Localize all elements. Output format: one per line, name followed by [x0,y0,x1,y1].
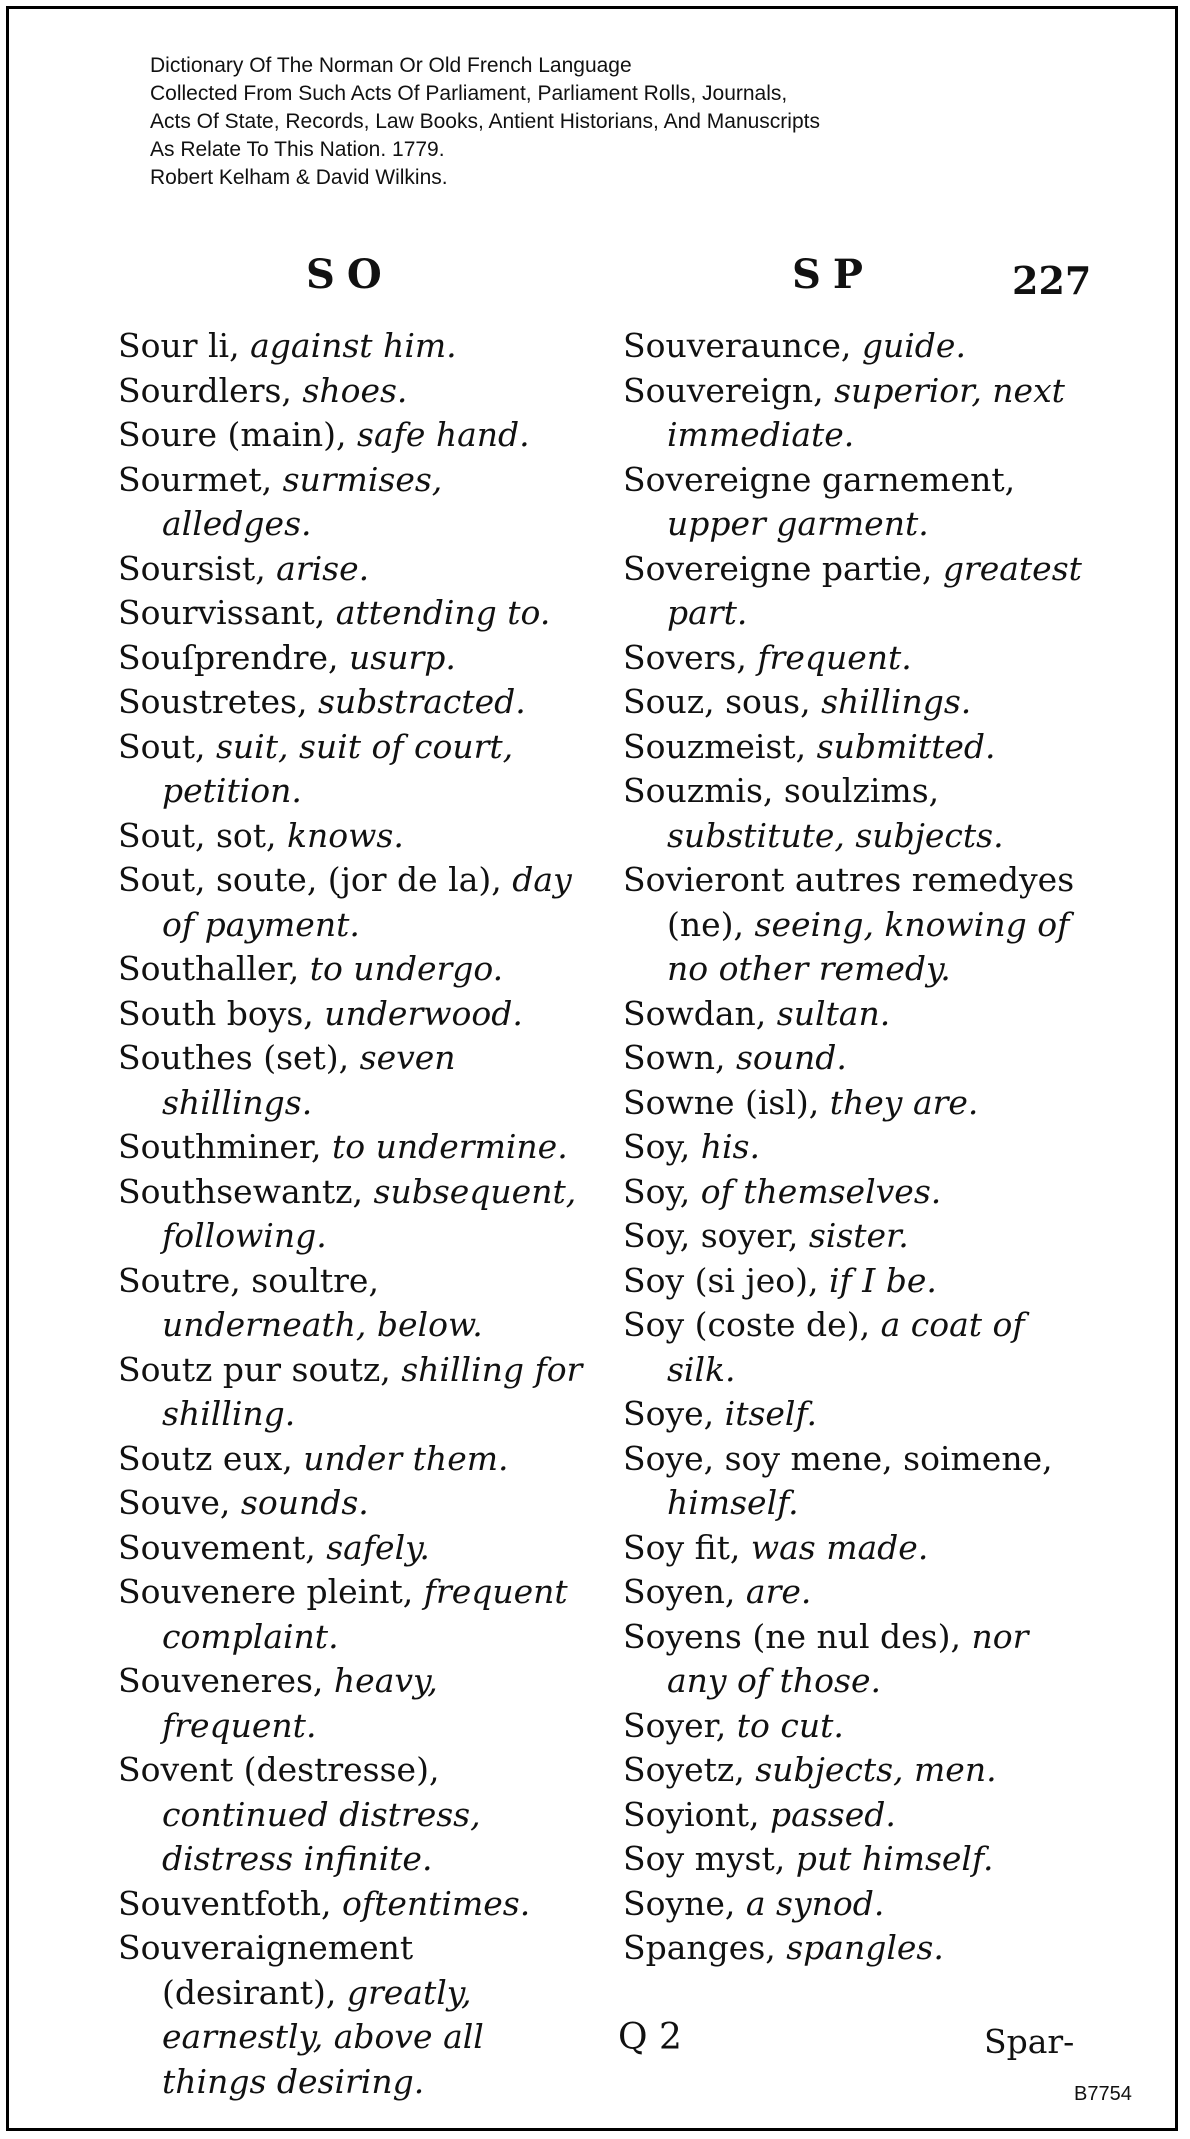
entry-definition: a synod. [745,1883,885,1923]
dictionary-entry [118,725,583,814]
header-date-line: As Relate To This Nation. 1779. [150,138,445,161]
entry-headword: Sourdlers, [118,370,303,410]
entry-definition: substracted. [317,682,526,721]
reference-code: B7754 [1074,2083,1132,2105]
dictionary-entry [118,992,583,1037]
entry-definition: shillings. [821,682,972,721]
dictionary-entry [118,1437,583,1482]
dictionary-entry [118,814,583,859]
dictionary-entry [623,1704,1088,1749]
entry-headword: Soyne, [623,1883,746,1923]
dictionary-entry [623,1570,1088,1615]
entry-headword: Soustretes, [118,682,318,721]
dictionary-entry [118,1748,583,1882]
entry-headword: Southes (set), [118,1038,360,1077]
entry-definition: knows. [287,815,404,855]
entry-headword: Souſprendre, [118,637,350,677]
dictionary-entry [623,1081,1088,1126]
entry-headword: Souzmis, soulzims, [623,771,940,810]
entry-definition: frequent. [757,637,912,677]
entry-definition: seeing, knowing of no other remedy. [667,904,1070,988]
entry-definition: passed. [770,1794,896,1834]
entry-headword: Souve, [118,1483,241,1522]
entry-definition: to undergo. [309,949,504,988]
dictionary-entry [118,413,583,458]
dictionary-entry [623,1214,1088,1259]
dictionary-entry [623,1526,1088,1571]
entry-definition: sultan. [776,993,891,1033]
entry-definition: submitted. [816,726,996,766]
entry-definition: a coat of silk. [667,1305,1025,1389]
entry-headword: Sovers, [623,637,758,677]
dictionary-entry [118,1659,583,1748]
header-title-line: Dictionary Of The Norman Or Old French Language [150,54,632,77]
entry-definition: heavy, frequent. [162,1661,438,1745]
entry-definition: against him. [250,326,457,365]
entry-definition: himself. [667,1483,799,1522]
entry-headword: Souventfoth, [118,1883,342,1923]
entry-headword: Soutre, soultre, [118,1260,379,1300]
running-head-right: SP [792,251,875,298]
entry-definition: sound. [735,1038,847,1077]
entry-definition: suit, suit of court, petition. [162,726,514,810]
entry-definition: are. [745,1572,812,1611]
header-authors-line: Robert Kelham & David Wilkins. [150,166,448,189]
header-source-line: Collected From Such Acts Of Parliament, Parliament Rolls, Journals, [150,82,788,105]
dictionary-entry [623,1882,1088,1927]
dictionary-entry [118,1259,583,1348]
dictionary-entry [623,324,1088,369]
dictionary-entry [118,636,583,681]
entry-headword: Sourmet, [118,459,283,499]
dictionary-entry [623,769,1088,858]
entry-headword: Soye, soy mene, soimene, [623,1438,1053,1478]
dictionary-entry [623,1392,1088,1437]
entry-headword: Sovieront autres remedyes (ne), [623,860,1075,944]
entry-headword: Soyetz, [623,1750,756,1789]
entry-definition: shilling for shilling. [162,1349,583,1433]
entry-headword: Soye, [623,1394,725,1433]
entry-definition: guide. [861,326,966,365]
dictionary-entry [623,1837,1088,1882]
entry-headword: Soursist, [118,548,277,588]
entry-headword: Sourvissant, [118,593,336,632]
entry-definition: to cut. [736,1705,844,1745]
dictionary-entry [118,858,583,947]
entry-definition: itself. [724,1394,818,1433]
dictionary-entry [623,858,1088,992]
dictionary-entry [118,1348,583,1437]
dictionary-entry [118,947,583,992]
entry-definition: superior, next immediate. [667,370,1065,454]
running-head-left: SO [306,251,394,298]
header-source-line: Acts Of State, Records, Law Books, Antient Historians, And Manuscripts [150,110,820,133]
left-column [118,324,583,2104]
entry-definition: surmises, alledges. [162,459,443,543]
entry-definition: put himself. [795,1839,994,1878]
entry-headword: Sout, [118,726,216,766]
entry-headword: Soy (coste de), [623,1305,881,1344]
entry-definition: continued distress, distress infinite. [162,1794,481,1878]
dictionary-entry [623,1748,1088,1793]
entry-definition: attending to. [335,593,551,632]
dictionary-entry [118,369,583,414]
dictionary-entry [623,1259,1088,1304]
entry-headword: Sowne (isl), [623,1082,830,1122]
entry-headword: Southsewantz, [118,1171,374,1211]
entry-headword: Soy, soyer, [623,1216,809,1255]
entry-definition: safely. [326,1527,430,1567]
dictionary-entry [118,591,583,636]
dictionary-entry [623,636,1088,681]
entry-headword: South boys, [118,993,325,1033]
entry-headword: Souzmeist, [623,726,817,766]
entry-headword: Soyer, [623,1705,737,1745]
signature-mark: Q 2 [618,2017,682,2058]
dictionary-entry [623,458,1088,547]
entry-definition: greatest part. [667,548,1082,632]
source-header [150,52,1030,192]
entry-headword: Souveraunce, [623,326,862,365]
entry-headword: Sout, sot, [118,815,288,855]
entry-headword: Sowdan, [623,993,777,1033]
entry-headword: Soy myst, [623,1839,796,1878]
dictionary-entry [118,458,583,547]
dictionary-entry [623,1437,1088,1526]
dictionary-entry [623,1926,1088,1971]
entry-headword: Souveneres, [118,1661,334,1700]
dictionary-entry [623,1125,1088,1170]
entry-definition: to undermine. [332,1127,568,1166]
dictionary-entry [623,680,1088,725]
entry-definition: if I be. [828,1260,937,1300]
entry-headword: Sown, [623,1038,736,1077]
entry-definition: sister. [808,1216,909,1255]
dictionary-entry [623,725,1088,770]
entry-headword: Sour li, [118,326,251,365]
catchword: Spar- [984,2022,1075,2061]
dictionary-entry [118,1125,583,1170]
entry-definition: shoes. [302,370,408,410]
entry-headword: Sovent (destresse), [118,1750,440,1789]
dictionary-entry [118,324,583,369]
entry-definition: underwood. [324,993,523,1033]
entry-definition: under them. [303,1438,509,1478]
dictionary-entry [118,1926,583,2104]
dictionary-entry [623,1615,1088,1704]
entry-definition: nor any of those. [667,1616,1029,1700]
entry-headword: Sout, soute, (jor de la), [118,860,513,899]
dictionary-entry [118,1570,583,1659]
entry-definition: was made. [750,1527,929,1567]
entry-definition: frequent complaint. [162,1572,568,1656]
page-number: 227 [1012,258,1092,303]
entry-definition: his. [700,1127,760,1166]
entry-definition: sounds. [240,1483,369,1522]
entry-headword: Souveraignement (desirant), [118,1928,414,2012]
entry-headword: Soy fit, [623,1527,751,1567]
entry-definition: subjects, men. [755,1750,997,1789]
dictionary-entry [623,1036,1088,1081]
entry-definition: day of payment. [162,860,572,944]
dictionary-entry [118,547,583,592]
entry-definition: arise. [276,548,370,588]
entry-headword: Soutz pur soutz, [118,1349,402,1389]
entry-headword: Southminer, [118,1127,333,1166]
entry-definition: usurp. [349,637,456,677]
entry-definition: they are. [829,1082,979,1122]
entry-headword: Soy, [623,1127,701,1166]
entry-headword: Soyens (ne nul des), [623,1616,972,1656]
dictionary-entry [623,547,1088,636]
entry-definition: substitute, subjects. [667,815,1004,855]
entry-definition: of themselves. [700,1171,942,1211]
dictionary-entry [623,1170,1088,1215]
entry-definition: spangles. [786,1928,944,1967]
entry-headword: Sovereigne partie, [623,548,943,588]
entry-headword: Soutz eux, [118,1438,304,1478]
entry-headword: Souvenere pleint, [118,1572,424,1611]
dictionary-entry [623,992,1088,1037]
entry-headword: Soy (si jeo), [623,1260,829,1300]
right-column [623,324,1088,1971]
dictionary-entry [623,1303,1088,1392]
entry-definition: seven shillings. [162,1038,456,1122]
entry-definition: upper garment. [667,504,929,543]
entry-headword: Southaller, [118,949,310,988]
entry-definition: underneath, below. [162,1305,483,1344]
entry-headword: Sovereigne garnement, [623,459,1016,499]
entry-headword: Souz, sous, [623,682,822,721]
entry-headword: Soure (main), [118,415,358,454]
entry-headword: Soy, [623,1171,701,1211]
dictionary-entry [623,1793,1088,1838]
entry-definition: subsequent, following. [162,1171,577,1255]
entry-headword: Souvement, [118,1527,327,1567]
dictionary-entry [118,1036,583,1125]
entry-headword: Soyiont, [623,1794,771,1834]
dictionary-entry [118,1526,583,1571]
entry-definition: oftentimes. [342,1883,531,1923]
entry-headword: Soyen, [623,1572,746,1611]
dictionary-entry [118,1481,583,1526]
dictionary-entry [118,1882,583,1927]
dictionary-entry [118,680,583,725]
entry-headword: Souvereign, [623,370,835,410]
entry-definition: safe hand. [357,415,530,454]
dictionary-entry [623,369,1088,458]
entry-headword: Spanges, [623,1928,787,1967]
entry-definition: greatly, earnestly, above all things desiring. [162,1972,484,2101]
dictionary-entry [118,1170,583,1259]
